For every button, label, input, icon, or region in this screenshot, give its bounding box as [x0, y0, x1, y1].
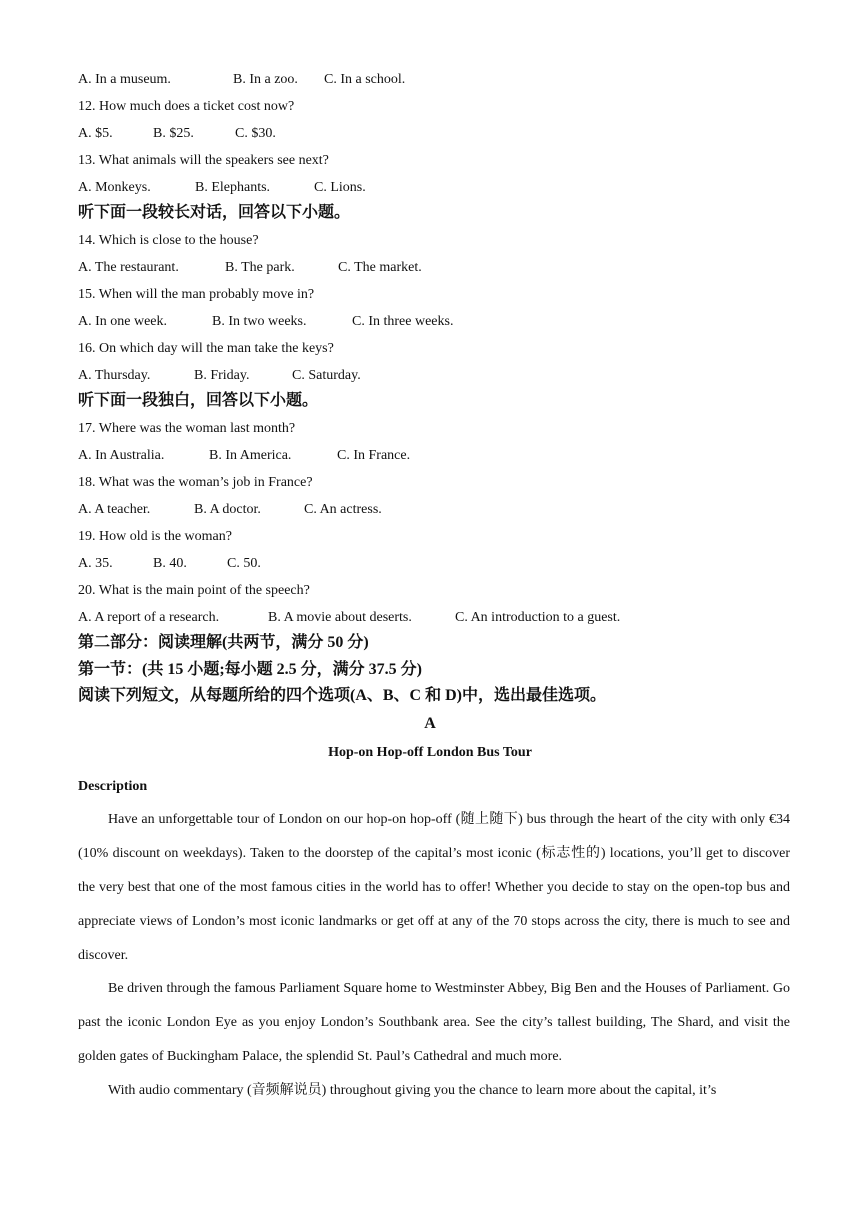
q13-options	[78, 179, 366, 197]
q12-option-a: A. $5.	[78, 126, 113, 141]
reading-instruction: 阅读下列短文，从每题所给的四个选项(A、B、C 和 D)中，选出最佳选项。	[78, 687, 606, 704]
section1-title: 第一节：(共 15 小题;每小题 2.5 分，满分 37.5 分)	[78, 661, 422, 678]
q14-option-b: B. The park.	[225, 260, 295, 275]
q16-option-c: C. Saturday.	[292, 368, 361, 383]
q15-option-a: A. In one week.	[78, 314, 168, 329]
q20-option-a: A. A report of a research.	[78, 610, 220, 625]
q20-option-b: B. A movie about deserts.	[268, 610, 412, 625]
q19-options	[78, 555, 261, 573]
q18-question: 18. What was the woman’s job in France?	[78, 475, 313, 490]
q15-options	[78, 313, 453, 331]
q14-options	[78, 259, 422, 277]
q19-option-a: A. 35.	[78, 556, 113, 571]
q16-question: 16. On which day will the man take the keys?	[78, 341, 334, 356]
q15-question: 15. When will the man probably move in?	[78, 287, 315, 302]
q18-option-a: A. A teacher.	[78, 502, 151, 517]
passage-paragraph-2: Be driven through the famous Parliament Square home to Westminster Abbey, Big Ben and the Houses of Parliament. Go past the iconic London Eye as you enjoy London’s Southbank area. See the city’s tallest building, The Shard, and visit the golden gates of Buckingham Palace, the splendid St. Paul’s Cathedral and much more.	[78, 981, 790, 1064]
q19-option-c: C. 50.	[227, 556, 261, 571]
q11-options	[78, 71, 405, 89]
q14-option-c: C. The market.	[338, 260, 422, 275]
q15-option-b: B. In two weeks.	[212, 314, 307, 329]
q12-option-b: B. $25.	[153, 126, 194, 141]
passage-paragraph-1: Have an unforgettable tour of London on our hop-on hop-off (随上随下) bus through the heart of the city with only €34 (10% discount on weekdays). Taken to the doorstep of the capital’s most iconic (标志性的) locations, you’ll get to discover the very best that one of the most famous cities in the world has to offer! Whether you decide to stay on the open-top bus and appreciate views of London’s most iconic landmarks or get off at any of the 70 stops across the city, there is much to see and discover.	[78, 812, 790, 963]
q20-option-c: C. An introduction to a guest.	[455, 610, 621, 625]
q20-question: 20. What is the main point of the speech?	[78, 583, 310, 598]
q16-option-a: A. Thursday.	[78, 368, 151, 383]
q18-options	[78, 501, 382, 519]
section-monologue-heading: 听下面一段独白，回答以下小题。	[78, 392, 319, 409]
q15-option-c: C. In three weeks.	[352, 314, 454, 329]
q17-option-b: B. In America.	[209, 448, 292, 463]
q20-options	[78, 609, 620, 627]
q13-option-c: C. Lions.	[314, 180, 366, 195]
q19-question: 19. How old is the woman?	[78, 529, 232, 544]
q12-option-c: C. $30.	[235, 126, 276, 141]
part2-title: 第二部分：阅读理解(共两节，满分 50 分)	[78, 634, 369, 651]
q17-options	[78, 447, 410, 465]
q16-options	[78, 367, 361, 385]
q11-option-b: B. In a zoo.	[233, 72, 298, 87]
q17-question: 17. Where was the woman last month?	[78, 421, 296, 436]
q14-option-a: A. The restaurant.	[78, 260, 179, 275]
q13-question: 13. What animals will the speakers see next?	[78, 153, 329, 168]
q14-question: 14. Which is close to the house?	[78, 233, 259, 248]
q11-option-c: C. In a school.	[324, 72, 406, 87]
q11-option-a: A. In a museum.	[78, 72, 171, 87]
passage-letter: A	[424, 715, 436, 732]
q18-option-c: C. An actress.	[304, 502, 382, 517]
q12-options	[78, 125, 276, 143]
passage-heading: Description	[78, 779, 148, 794]
q17-option-c: C. In France.	[337, 448, 411, 463]
q13-option-b: B. Elephants.	[195, 180, 271, 195]
q17-option-a: A. In Australia.	[78, 448, 165, 463]
q18-option-b: B. A doctor.	[194, 502, 261, 517]
section-long-dialog-heading: 听下面一段较长对话，回答以下小题。	[78, 204, 351, 221]
passage-title: Hop-on Hop-off London Bus Tour	[328, 745, 532, 760]
q12-question: 12. How much does a ticket cost now?	[78, 99, 295, 114]
q13-option-a: A. Monkeys.	[78, 180, 151, 195]
q16-option-b: B. Friday.	[194, 368, 250, 383]
passage-paragraph-3: With audio commentary (音频解说员) throughout giving you the chance to learn more about the capital, it’s	[108, 1083, 717, 1098]
q19-option-b: B. 40.	[153, 556, 187, 571]
